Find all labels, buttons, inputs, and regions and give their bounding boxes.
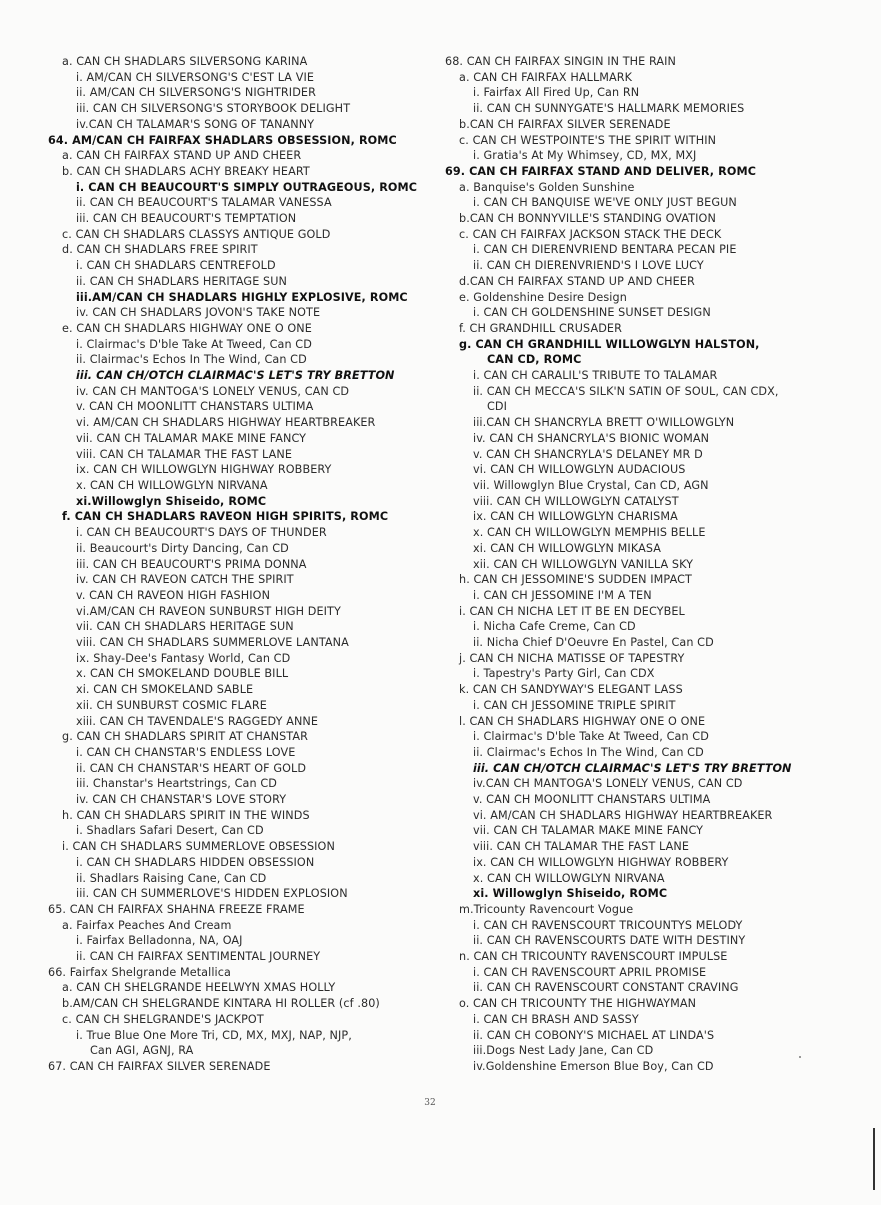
left-grand-offspring-item: i. CAN CH CHANSTAR'S ENDLESS LOVE	[76, 745, 296, 759]
right-offspring-item: e. Goldenshine Desire Design	[459, 290, 627, 304]
right-grand-offspring-item: viii. CAN CH TALAMAR THE FAST LANE	[473, 840, 690, 854]
left-entry-heading: 66. Fairfax Shelgrande Metallica	[48, 965, 231, 979]
left-offspring-item: c. CAN CH SHADLARS CLASSYS ANTIQUE GOLD	[62, 227, 331, 241]
left-grand-offspring-item: iii. Chanstar's Heartstrings, Can CD	[76, 777, 277, 791]
right-grand-offspring-item: v. CAN CH MOONLITT CHANSTARS ULTIMA	[473, 793, 711, 807]
right-offspring-item: f. CH GRANDHILL CRUSADER	[459, 321, 622, 335]
left-grand-offspring-item: ix. CAN CH WILLOWGLYN HIGHWAY ROBBERY	[76, 463, 332, 477]
right-grand-offspring-item: x. CAN CH WILLOWGLYN MEMPHIS BELLE	[473, 526, 706, 540]
right-grand-offspring-item: i. CAN CH RAVENSCOURT APRIL PROMISE	[473, 965, 707, 979]
left-grand-offspring-item: xii. CH SUNBURST COSMIC FLARE	[76, 698, 267, 712]
right-grand-offspring-item: iv.CAN CH MANTOGA'S LONELY VENUS, CAN CD	[473, 777, 743, 791]
left-grand-offspring-item: vii. CAN CH TALAMAR MAKE MINE FANCY	[76, 431, 307, 445]
right-grand-offspring-item: ii. CAN CH COBONY'S MICHAEL AT LINDA'S	[473, 1028, 715, 1042]
right-grand-offspring-item: v. CAN CH SHANCRYLA'S DELANEY MR D	[473, 447, 703, 461]
left-grand-offspring-item: i. CAN CH BEAUCOURT'S SIMPLY OUTRAGEOUS, ROMC	[76, 180, 418, 194]
left-grand-offspring-item: iii. CAN CH SILVERSONG'S STORYBOOK DELIGHT	[76, 102, 351, 116]
right-offspring-item: i. CAN CH NICHA LET IT BE EN DECYBEL	[459, 604, 685, 618]
page-number: 32	[424, 1098, 436, 1108]
left-grand-offspring-item: viii. CAN CH SHADLARS SUMMERLOVE LANTANA	[76, 636, 349, 650]
left-grand-offspring-item: ix. Shay-Dee's Fantasy World, Can CD	[76, 651, 291, 665]
left-grand-offspring-item: vii. CAN CH SHADLARS HERITAGE SUN	[76, 620, 294, 634]
right-grand-offspring-item: i. CAN CH DIERENVRIEND BENTARA PECAN PIE	[473, 243, 737, 257]
left-offspring-item: f. CAN CH SHADLARS RAVEON HIGH SPIRITS, ROMC	[62, 510, 389, 524]
right-grand-offspring-item: iii. CAN CH/OTCH CLAIRMAC'S LET'S TRY BRETTON	[473, 761, 792, 775]
left-grand-offspring-item: ii. CAN CH CHANSTAR'S HEART OF GOLD	[76, 761, 307, 775]
left-grand-offspring-item: iv. CAN CH MANTOGA'S LONELY VENUS, CAN CD	[76, 384, 350, 398]
left-offspring-item: c. CAN CH SHELGRANDE'S JACKPOT	[62, 1012, 264, 1026]
right-grand-offspring-item: iv.Goldenshine Emerson Blue Boy, Can CD	[473, 1060, 714, 1073]
right-offspring-item: h. CAN CH JESSOMINE'S SUDDEN IMPACT	[459, 573, 692, 587]
left-offspring-item: a. CAN CH SHELGRANDE HEELWYN XMAS HOLLY	[62, 981, 336, 995]
right-offspring-item: n. CAN CH TRICOUNTY RAVENSCOURT IMPULSE	[459, 950, 728, 964]
left-offspring-item: b. CAN CH SHADLARS ACHY BREAKY HEART	[62, 164, 310, 178]
left-offspring-item: e. CAN CH SHADLARS HIGHWAY ONE O ONE	[62, 321, 312, 335]
right-grand-offspring-item: vii. Willowglyn Blue Crystal, Can CD, AGN	[473, 478, 709, 492]
right-offspring-item: m.Tricounty Ravencourt Vogue	[459, 902, 634, 916]
right-grand-offspring-item: i. Nicha Cafe Creme, Can CD	[473, 620, 636, 634]
left-offspring-item: a. CAN CH SHADLARS SILVERSONG KARINA	[62, 55, 308, 68]
left-grand-offspring-item: ii. Clairmac's Echos In The Wind, Can CD	[76, 353, 307, 367]
right-column	[445, 54, 865, 1075]
scan-edge-mark	[873, 1128, 875, 1190]
right-offspring-item: a. CAN CH FAIRFAX HALLMARK	[459, 70, 633, 84]
left-grand-offspring-item: i. Clairmac's D'ble Take At Tweed, Can CD	[76, 337, 312, 351]
right-offspring-item: b.CAN CH FAIRFAX SILVER SERENADE	[459, 117, 671, 131]
left-offspring-item: b.AM/CAN CH SHELGRANDE KINTARA HI ROLLER (cf .80)	[62, 997, 380, 1011]
left-offspring-item: a. CAN CH FAIRFAX STAND UP AND CHEER	[62, 149, 302, 163]
left-grand-offspring-item: ii. CAN CH SHADLARS HERITAGE SUN	[76, 274, 287, 288]
left-grand-offspring-item: iii. CAN CH BEAUCOURT'S PRIMA DONNA	[76, 557, 307, 571]
left-grand-offspring-item: vi.AM/CAN CH RAVEON SUNBURST HIGH DEITY	[76, 604, 341, 618]
left-grand-offspring-item: xi.Willowglyn Shiseido, ROMC	[76, 494, 267, 508]
left-grand-offspring-item: ii. AM/CAN CH SILVERSONG'S NIGHTRIDER	[76, 86, 316, 100]
right-grand-offspring-item: ii. Nicha Chief D'Oeuvre En Pastel, Can CD	[473, 636, 714, 650]
left-grand-offspring-item: x. CAN CH WILLOWGLYN NIRVANA	[76, 478, 268, 492]
right-continuation-line: CAN CD, ROMC	[487, 353, 582, 367]
right-grand-offspring-item: ix. CAN CH WILLOWGLYN HIGHWAY ROBBERY	[473, 855, 729, 869]
left-grand-offspring-item: iv. CAN CH SHADLARS JOVON'S TAKE NOTE	[76, 306, 321, 320]
right-grand-offspring-item: i. Clairmac's D'ble Take At Tweed, Can CD	[473, 730, 709, 744]
left-grand-offspring-item: i. CAN CH SHADLARS CENTREFOLD	[76, 259, 276, 273]
right-grand-offspring-item: i. Tapestry's Party Girl, Can CDX	[473, 667, 655, 681]
right-offspring-item: c. CAN CH FAIRFAX JACKSON STACK THE DECK	[459, 227, 722, 241]
right-grand-offspring-item: i. CAN CH BRASH AND SASSY	[473, 1012, 639, 1026]
right-grand-offspring-item: iii.CAN CH SHANCRYLA BRETT O'WILLOWGLYN	[473, 416, 735, 430]
left-continuation-line: Can AGI, AGNJ, RA	[90, 1044, 194, 1058]
right-grand-offspring-item: ii. CAN CH MECCA'S SILK'N SATIN OF SOUL, CAN CDX,	[473, 384, 779, 398]
left-grand-offspring-item: vi. AM/CAN CH SHADLARS HIGHWAY HEARTBREAKER	[76, 416, 376, 430]
left-grand-offspring-item: v. CAN CH RAVEON HIGH FASHION	[76, 588, 271, 602]
left-entry-heading: 65. CAN CH FAIRFAX SHAHNA FREEZE FRAME	[48, 902, 305, 916]
right-offspring-item: d.CAN CH FAIRFAX STAND UP AND CHEER	[459, 274, 695, 288]
right-entry-heading: 69. CAN CH FAIRFAX STAND AND DELIVER, ROMC	[445, 164, 757, 178]
left-grand-offspring-item: ii. CAN CH FAIRFAX SENTIMENTAL JOURNEY	[76, 950, 321, 964]
right-grand-offspring-item: xi. CAN CH WILLOWGLYN MIKASA	[473, 541, 661, 555]
left-grand-offspring-item: iv. CAN CH RAVEON CATCH THE SPIRIT	[76, 573, 294, 587]
right-offspring-item: l. CAN CH SHADLARS HIGHWAY ONE O ONE	[459, 714, 706, 728]
left-grand-offspring-item: i. CAN CH BEAUCOURT'S DAYS OF THUNDER	[76, 526, 327, 540]
right-offspring-item: k. CAN CH SANDYWAY'S ELEGANT LASS	[459, 683, 683, 697]
left-grand-offspring-item: iv.CAN CH TALAMAR'S SONG OF TANANNY	[76, 117, 315, 131]
right-grand-offspring-item: i. CAN CH GOLDENSHINE SUNSET DESIGN	[473, 306, 711, 320]
right-entry-heading: 68. CAN CH FAIRFAX SINGIN IN THE RAIN	[445, 55, 677, 68]
left-grand-offspring-item: i. Fairfax Belladonna, NA, OAJ	[76, 934, 243, 948]
right-grand-offspring-item: i. CAN CH RAVENSCOURT TRICOUNTYS MELODY	[473, 918, 743, 932]
right-grand-offspring-item: i. CAN CH JESSOMINE I'M A TEN	[473, 588, 652, 602]
left-grand-offspring-item: x. CAN CH SMOKELAND DOUBLE BILL	[76, 667, 289, 681]
right-grand-offspring-item: ii. CAN CH SUNNYGATE'S HALLMARK MEMORIES	[473, 102, 745, 116]
left-offspring-item: g. CAN CH SHADLARS SPIRIT AT CHANSTAR	[62, 730, 308, 744]
right-grand-offspring-item: i. Fairfax All Fired Up, Can RN	[473, 86, 640, 100]
right-grand-offspring-item: ii. Clairmac's Echos In The Wind, Can CD	[473, 745, 704, 759]
right-offspring-item: j. CAN CH NICHA MATISSE OF TAPESTRY	[459, 651, 685, 665]
left-grand-offspring-item: iii. CAN CH BEAUCOURT'S TEMPTATION	[76, 212, 297, 226]
right-grand-offspring-item: ii. CAN CH RAVENSCOURT CONSTANT CRAVING	[473, 981, 739, 995]
left-offspring-item: h. CAN CH SHADLARS SPIRIT IN THE WINDS	[62, 808, 310, 822]
left-grand-offspring-item: v. CAN CH MOONLITT CHANSTARS ULTIMA	[76, 400, 314, 414]
right-grand-offspring-item: ii. CAN CH RAVENSCOURTS DATE WITH DESTINY	[473, 934, 746, 948]
right-grand-offspring-item: xi. Willowglyn Shiseido, ROMC	[473, 887, 668, 901]
right-offspring-item: c. CAN CH WESTPOINTE'S THE SPIRIT WITHIN	[459, 133, 717, 147]
right-grand-offspring-item: i. CAN CH JESSOMINE TRIPLE SPIRIT	[473, 698, 676, 712]
right-offspring-item: o. CAN CH TRICOUNTY THE HIGHWAYMAN	[459, 997, 697, 1011]
right-grand-offspring-item: i. CAN CH BANQUISE WE'VE ONLY JUST BEGUN	[473, 196, 737, 210]
right-grand-offspring-item: ix. CAN CH WILLOWGLYN CHARISMA	[473, 510, 678, 524]
right-grand-offspring-item: xii. CAN CH WILLOWGLYN VANILLA SKY	[473, 557, 694, 571]
right-grand-offspring-item: vi. CAN CH WILLOWGLYN AUDACIOUS	[473, 463, 686, 477]
left-grand-offspring-item: ii. CAN CH BEAUCOURT'S TALAMAR VANESSA	[76, 196, 332, 210]
left-grand-offspring-item: ii. Shadlars Raising Cane, Can CD	[76, 871, 267, 885]
right-grand-offspring-item: viii. CAN CH WILLOWGLYN CATALYST	[473, 494, 679, 508]
left-entry-heading: 67. CAN CH FAIRFAX SILVER SERENADE	[48, 1060, 271, 1073]
left-grand-offspring-item: iv. CAN CH CHANSTAR'S LOVE STORY	[76, 793, 287, 807]
left-offspring-item: i. CAN CH SHADLARS SUMMERLOVE OBSESSION	[62, 840, 335, 854]
right-grand-offspring-item: iii.Dogs Nest Lady Jane, Can CD	[473, 1044, 654, 1058]
right-grand-offspring-item: iv. CAN CH SHANCRYLA'S BIONIC WOMAN	[473, 431, 710, 445]
right-grand-offspring-item: i. Gratia's At My Whimsey, CD, MX, MXJ	[473, 149, 697, 163]
left-grand-offspring-item: viii. CAN CH TALAMAR THE FAST LANE	[76, 447, 293, 461]
left-grand-offspring-item: ii. Beaucourt's Dirty Dancing, Can CD	[76, 541, 289, 555]
left-grand-offspring-item: i. True Blue One More Tri, CD, MX, MXJ, NAP, NJP,	[76, 1028, 352, 1042]
left-grand-offspring-item: i. CAN CH SHADLARS HIDDEN OBSESSION	[76, 855, 315, 869]
left-offspring-item: d. CAN CH SHADLARS FREE SPIRIT	[62, 243, 258, 257]
right-grand-offspring-item: ii. CAN CH DIERENVRIEND'S I LOVE LUCY	[473, 259, 704, 273]
left-grand-offspring-item: i. Shadlars Safari Desert, Can CD	[76, 824, 264, 838]
right-offspring-item: b.CAN CH BONNYVILLE'S STANDING OVATION	[459, 212, 716, 226]
left-offspring-item: a. Fairfax Peaches And Cream	[62, 918, 232, 932]
left-grand-offspring-item: xiii. CAN CH TAVENDALE'S RAGGEDY ANNE	[76, 714, 319, 728]
right-offspring-item: g. CAN CH GRANDHILL WILLOWGLYN HALSTON,	[459, 337, 760, 351]
left-grand-offspring-item: iii. CAN CH/OTCH CLAIRMAC'S LET'S TRY BRETTON	[76, 369, 395, 383]
left-grand-offspring-item: xi. CAN CH SMOKELAND SABLE	[76, 683, 254, 697]
left-entry-heading: 64. AM/CAN CH FAIRFAX SHADLARS OBSESSION, ROMC	[48, 133, 397, 147]
left-column	[48, 54, 430, 1075]
right-grand-offspring-item: x. CAN CH WILLOWGLYN NIRVANA	[473, 871, 665, 885]
right-grand-offspring-item: vii. CAN CH TALAMAR MAKE MINE FANCY	[473, 824, 704, 838]
right-offspring-item: a. Banquise's Golden Sunshine	[459, 180, 635, 194]
left-grand-offspring-item: iii. CAN CH SUMMERLOVE'S HIDDEN EXPLOSION	[76, 887, 348, 901]
right-grand-offspring-item: i. CAN CH CARALIL'S TRIBUTE TO TALAMAR	[473, 369, 718, 383]
scan-speck	[799, 1056, 801, 1058]
left-grand-offspring-item: iii.AM/CAN CH SHADLARS HIGHLY EXPLOSIVE, ROMC	[76, 290, 408, 304]
left-grand-offspring-item: i. AM/CAN CH SILVERSONG'S C'EST LA VIE	[76, 70, 315, 84]
right-continuation-line: CDI	[487, 400, 508, 414]
right-grand-offspring-item: vi. AM/CAN CH SHADLARS HIGHWAY HEARTBREAKER	[473, 808, 773, 822]
